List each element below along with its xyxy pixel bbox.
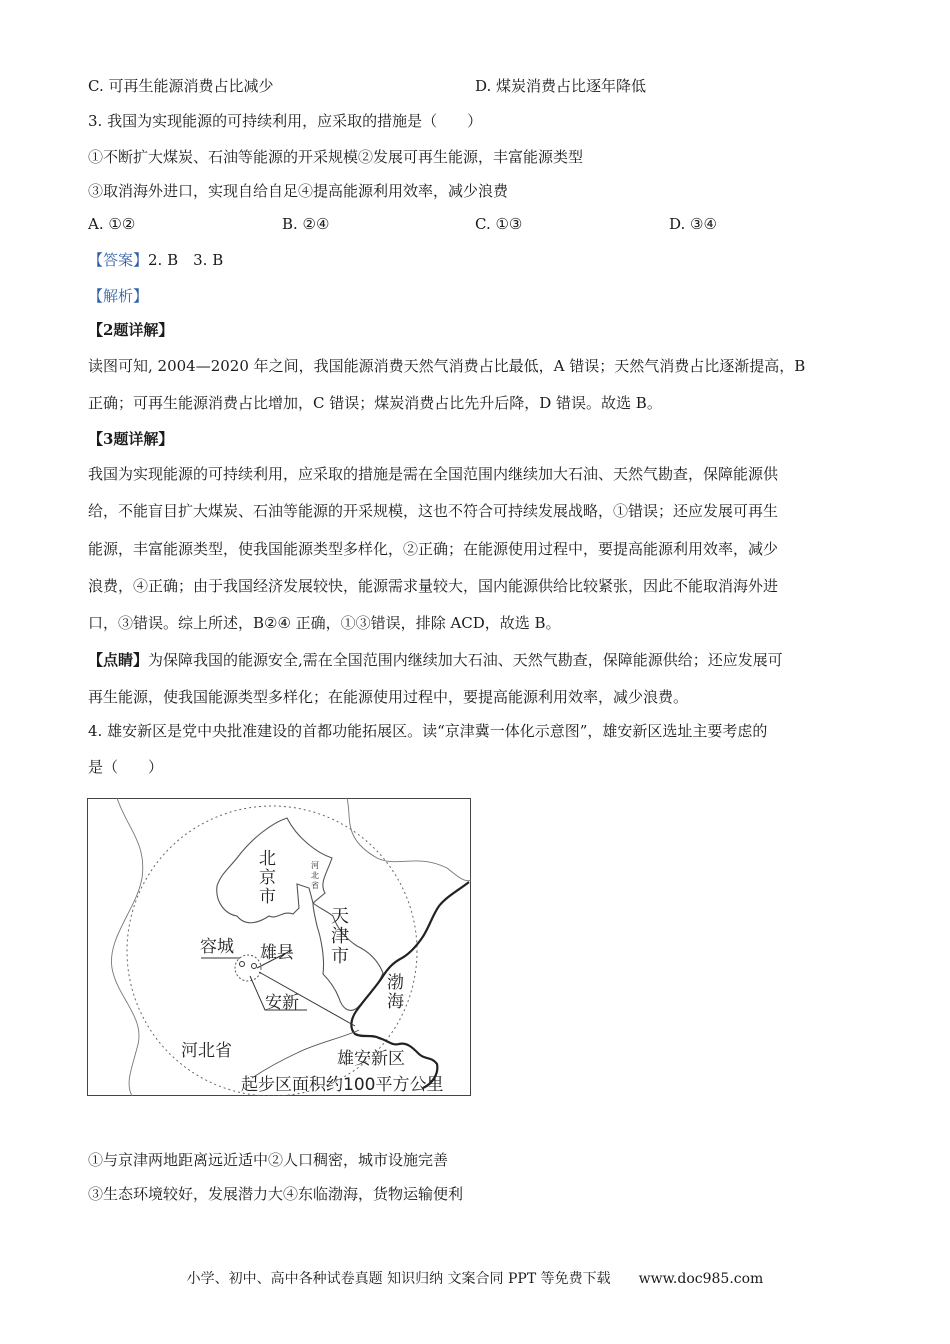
map-label-char: 市 [331,946,349,967]
q3-option-c: C. ①③ [475,215,523,233]
tianjin-label [331,906,349,967]
q3-option-d: D. ③④ [669,215,717,233]
q3-detail-line1: 我国为实现能源的可持续利用，应采取的措施是需在全国范围内继续加大石油、天然气勘查，保障能源供 [88,465,779,483]
comment-tag: 【点睛】 [88,651,149,669]
bohai-label [387,973,404,1012]
q2-option-c: C. 可再生能源消费占比减少 [88,77,274,95]
q3-items-line2: ③取消海外进口，实现自给自足④提高能源利用效率，减少浪费 [88,182,509,200]
analysis-tag: 【解析】 [88,287,149,305]
answer-line [88,250,223,270]
label-hebei-small [311,861,319,890]
q3-detail-line4: 浪费，④正确；由于我国经济发展较快，能源需求量较大，国内能源供给比较紧张，因此不能取消海外进 [88,577,779,595]
q4-items-line2: ③生态环境较好，发展潜力大④东临渤海，货物运输便利 [88,1185,464,1203]
page-footer: 小学、初中、高中各种试卷真题 知识归纳 文案合同 PPT 等免费下载 www.doc985.com [186,1271,764,1287]
map-caption: 起步区面积约100平方公里 [241,1075,444,1095]
rongcheng-point [240,962,245,967]
q3-detail-title: 【3题详解】 [88,430,174,448]
anxin-label: 安新 [265,993,299,1013]
beijing-label [259,849,276,907]
map-label-char: 省 [311,881,319,890]
q2-detail-title: 【2题详解】 [88,321,174,339]
map-label-char: 津 [331,926,349,947]
q4-stem-line1: 4. 雄安新区是党中央批准建设的首都功能拓展区。读“京津冀一体化示意图”，雄安新区选址主要考虑的 [88,722,768,740]
q2-detail-line1: 读图可知, 2004—2020 年之间，我国能源消费天然气消费占比最低，A 错误；天然气消费占比逐渐提高，B [88,357,806,375]
map-label-char: 北 [311,871,319,880]
comment-text-1: 为保障我国的能源安全,需在全国范围内继续加大石油、天然气勘查，保障能源供给；还应发展可 [148,651,783,669]
rongcheng-label: 容城 [200,937,234,957]
q3-option-a: A. ①② [88,215,136,233]
q4-stem-line2: 是（ ） [88,758,164,776]
map-label-char: 市 [259,887,276,907]
xiongan-label: 雄安新区 [337,1049,405,1069]
xiongxian-label: 雄县 [260,943,294,963]
q3-items-line1: ①不断扩大煤炭、石油等能源的开采规模②发展可再生能源，丰富能源类型 [88,148,584,166]
q2-option-d: D. 煤炭消费占比逐年降低 [475,77,647,95]
hebei-small-label [311,861,319,890]
q3-detail-line5: 口，③错误。综上所述，B②④ 正确，①③错误，排除 ACD，故选 B。 [88,614,561,632]
jingjinji-map [87,798,471,1096]
comment-line1 [88,650,783,670]
q3-detail-line2: 给，不能盲目扩大煤炭、石油等能源的开采规模，这也不符合可持续发展战略，①错误；还应发展可再生 [88,502,779,520]
answer-tag: 【答案】 [88,251,149,269]
map-label-char: 海 [387,992,404,1012]
answer-text: 2. B 3. B [148,251,224,269]
label-beijing-1 [259,849,276,907]
q4-items-line1: ①与京津两地距离远近适中②人口稠密，城市设施完善 [88,1151,449,1169]
comment-line2: 再生能源，使我国能源类型多样化；在能源使用过程中，要提高能源利用效率，减少浪费。 [88,688,689,706]
q3-stem: 3. 我国为实现能源的可持续利用，应采取的措施是（ ） [88,112,483,130]
q3-detail-line3: 能源，丰富能源类型，使我国能源类型多样化，②正确；在能源使用过程中，要提高能源利用效率，减少 [88,540,779,558]
label-tianjin [331,906,349,967]
map-label-char: 河 [311,861,319,870]
map-label-char: 天 [331,906,349,927]
q3-option-b: B. ②④ [282,215,330,233]
map-label-char: 京 [259,868,276,888]
xiongxian-point [252,964,257,969]
map-label-char: 北 [259,849,276,869]
label-bohai [387,973,404,1012]
map-label-char: 渤 [387,973,404,993]
hebei-label: 河北省 [181,1041,232,1061]
q2-detail-line2: 正确；可再生能源消费占比增加，C 错误；煤炭消费占比先升后降，D 错误。故选 B。 [88,394,662,412]
